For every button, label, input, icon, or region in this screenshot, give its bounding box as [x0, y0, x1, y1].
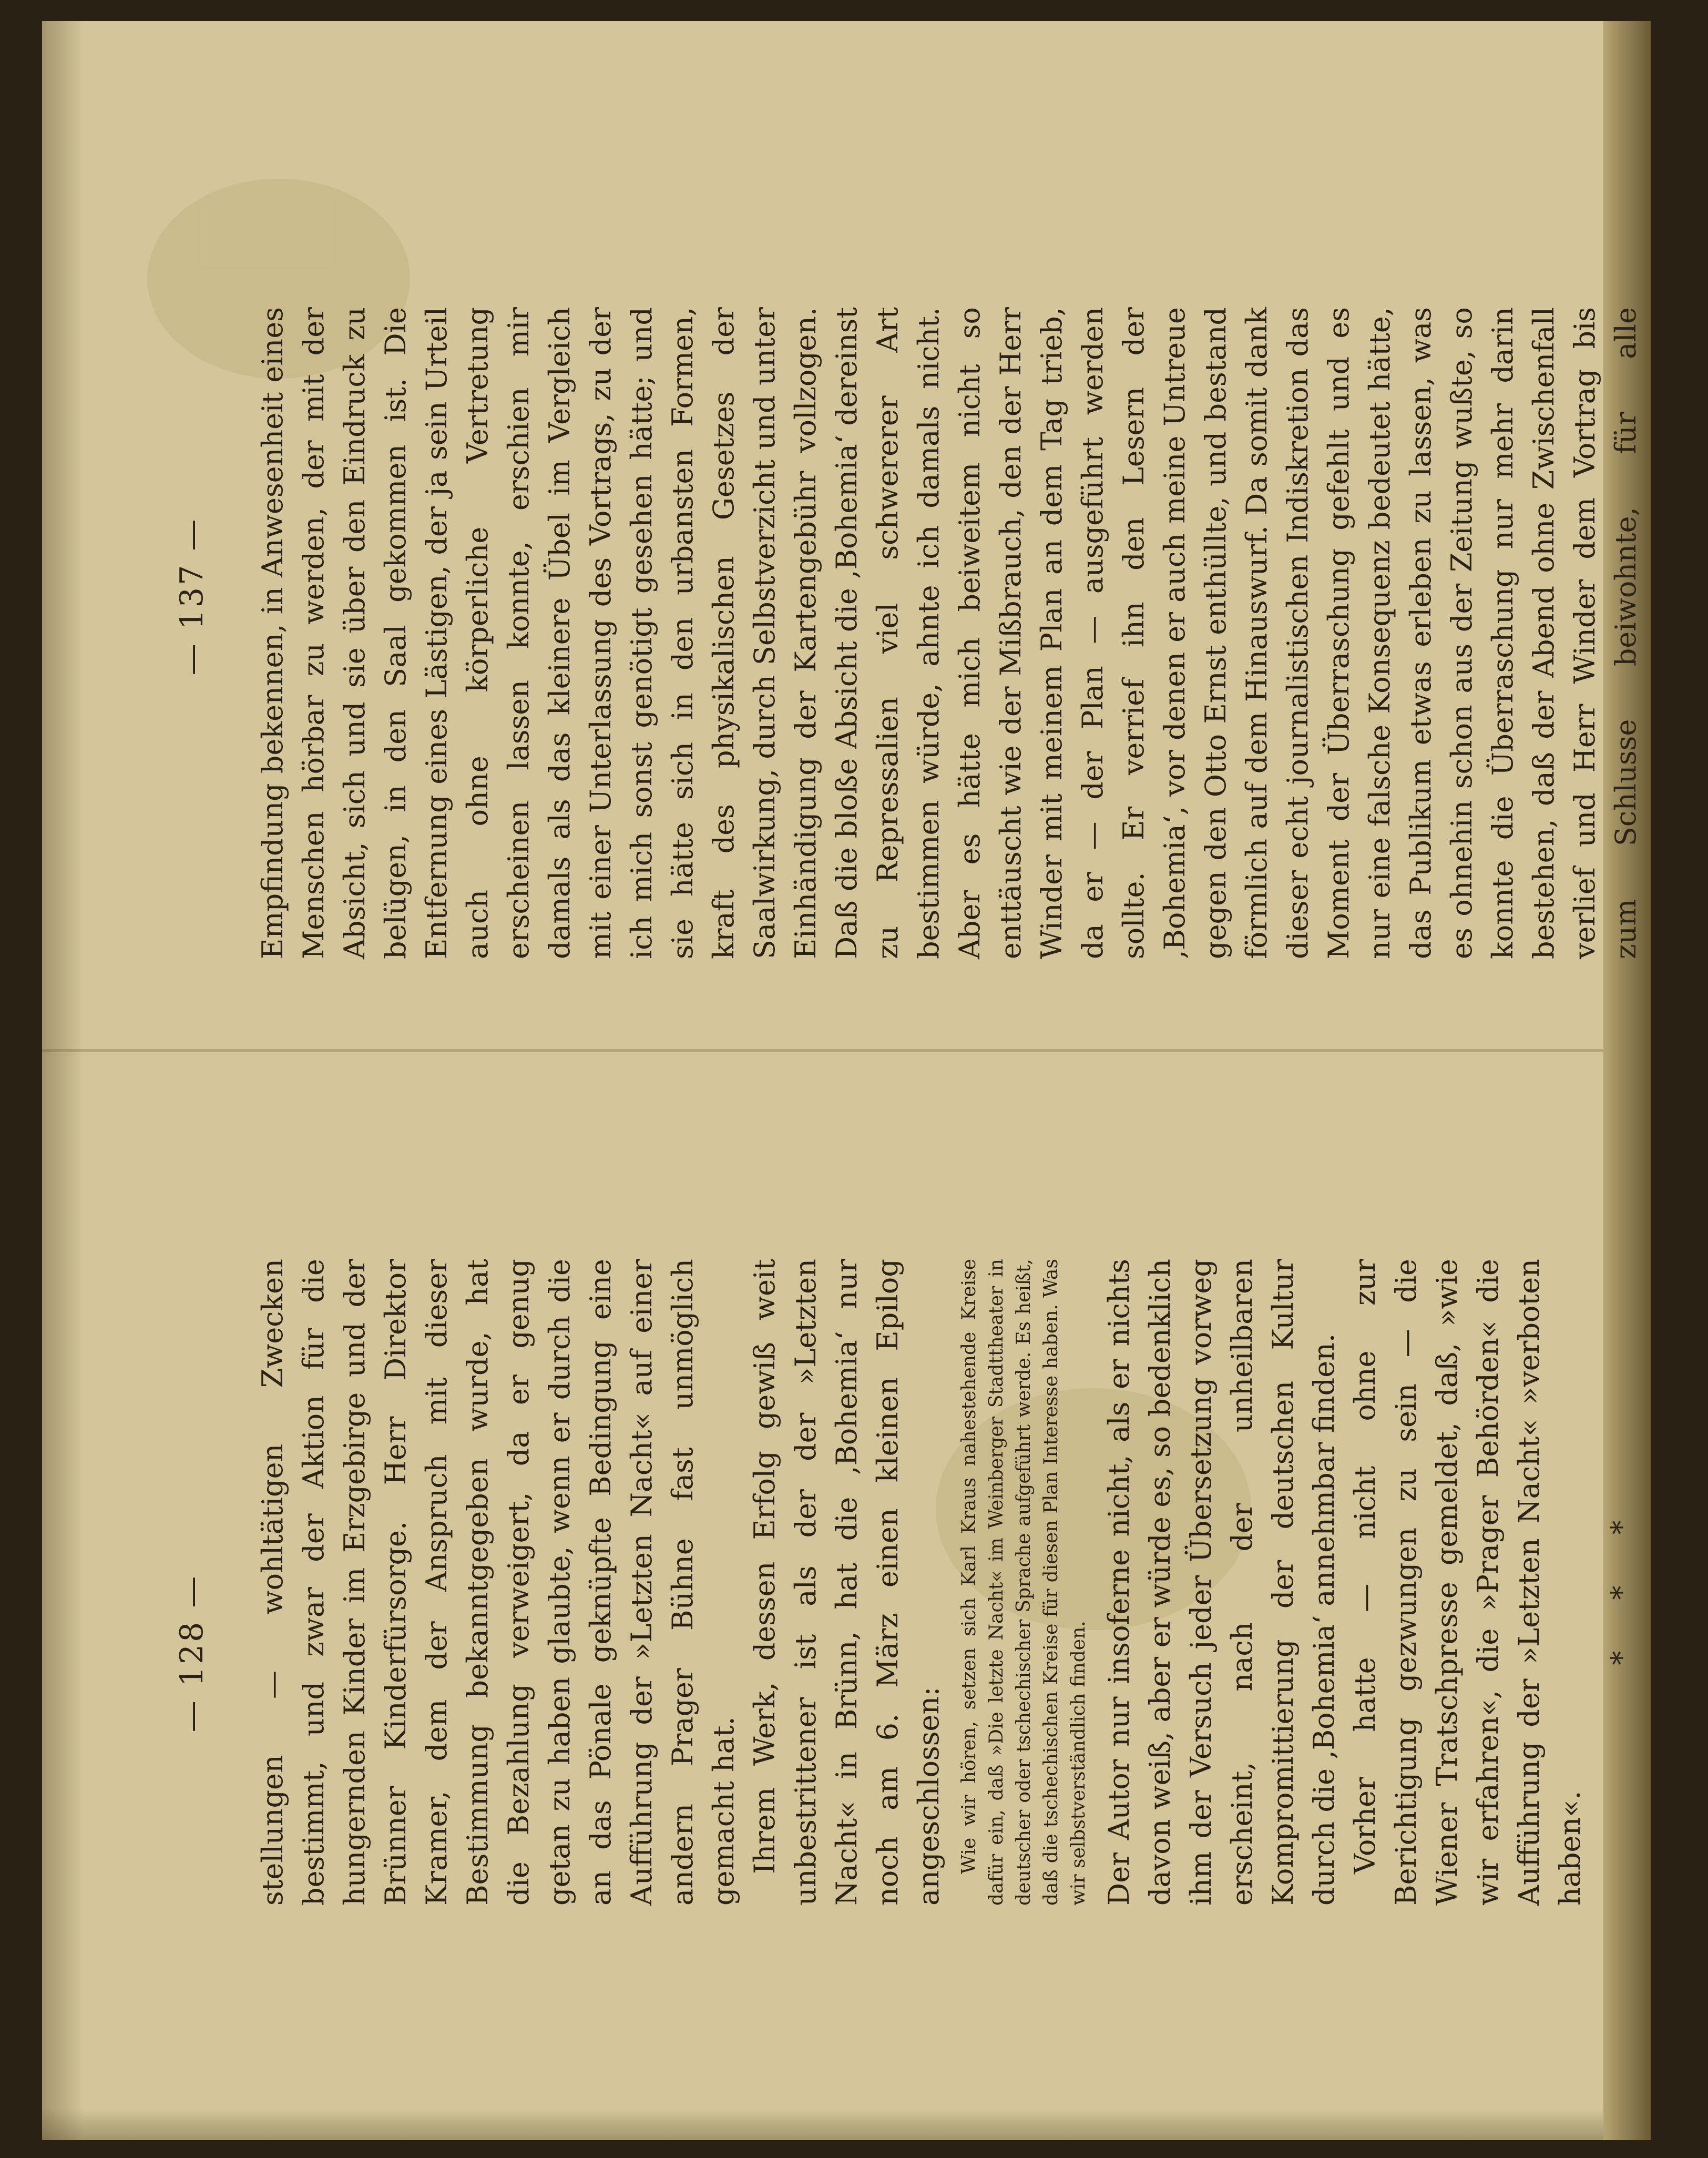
paragraph: Empfindung bekennen, in Anwesenheit eines Menschen hörbar zu werden, der mit der Absicht, sich und sie über den Eindruck zu belügen, in den Saal gekommen ist. Die Entfernung eines Lästigen, der ja sein Urteil auch ohne körperliche Vertretung erscheinen lassen konnte, erschien mir damals als das kleinere Übel im Vergleich mit einer Unterlassung des Vortrags, zu der ich mich sonst genötigt gesehen hätte; und sie hätte sich in den urbansten Formen, kraft des physikalischen Gesetzes der Saalwirkung, durch Selbstverzicht und unter Einhändigung der Kartengebühr vollzogen. Daß die bloße Absicht die ‚Bohemia‘ dereinst zu Repressalien viel schwererer Art bestimmen würde, ahnte ich damals nicht. Aber es hätte mich beiweitem nicht so enttäuscht wie der Mißbrauch, den der Herr Winder mit meinem Plan an dem Tag trieb, da er — der Plan — ausgeführt werden sollte. Er verrief ihn den Lesern der ‚Bohemia‘, vor denen er auch meine Untreue gegen den Otto Ernst enthüllte, und bestand förmlich auf dem Hinauswurf. Da somit dank dieser echt journalistischen Indiskretion das Moment der Überraschung gefehlt und es nur eine falsche Konsequenz bedeutet hätte, das Publikum etwas erleben zu lassen, was es ohnehin schon aus der Zeitung wußte, so konnte die Überraschung nur mehr darin bestehen, daß der Abend ohne Zwischenfall verlief und Herr Winder dem Vortrag bis zum Schlusse beiwohnte, für alle [256, 307, 1642, 959]
right-page-column [252, 307, 1651, 959]
paragraph: Ihrem Werk, dessen Erfolg gewiß weit unbestrittener ist als der der »Letzten Nacht« in Brünn, hat die ‚Bohemia‘ nur noch am 6. März einen kleinen Epilog angeschlossen: [748, 1259, 945, 1906]
page-number-left: — 128 — [173, 1574, 210, 1733]
left-page-column [252, 1259, 1651, 1906]
paragraph: stellungen — wohltätigen Zwecken bestimmt, und zwar der Aktion für die hungernden Kinder im Erzgebirge und der Brünner Kinderfürsorge. Herr Direktor Kramer, dem der Anspruch mit dieser Bestimmung bekanntgegeben wurde, hat die Bezahlung verweigert, da er genug getan zu haben glaubte, wenn er durch die an das Pönale geknüpfte Bedingung eine Aufführung der »Letzten Nacht« auf einer andern Prager Bühne fast unmöglich gemacht hat. [256, 1259, 740, 1906]
page-number-right: — 137 — [173, 517, 210, 676]
section-divider: * * * [1605, 1499, 1638, 1665]
rotated-spread [42, 21, 1651, 2140]
paragraph: Der Autor nur insoferne nicht, als er nichts davon weiß, aber er würde es, so bedenklich ihm der Versuch jeder Übersetzung vorweg erscheint, nach der unheilbaren Kompromittierung der deutschen Kultur durch die ‚Bohemia‘ annehmbar finden. [1102, 1259, 1341, 1906]
paragraph: Vorher hatte — nicht ohne zur Berichtigung gezwungen zu sein — die Wiener Tratschpresse gemeldet, daß, »wie wir erfahren«, die »Prager Behörden« die Aufführung der »Letzten Nacht« »verboten haben«. [1348, 1259, 1587, 1906]
scanned-sheet [42, 21, 1651, 2140]
quote-block: Wie wir hören, setzen sich Karl Kraus nahestehende Kreise dafür ein, daß »Die letzte Nacht« im Weinberger Stadttheater in deutscher oder tschechischer Sprache aufgeführt werde. Es heißt, daß die tschechischen Kreise für diesen Plan Interesse haben. Was wir selbstverständlich finden. [958, 1259, 1089, 1906]
